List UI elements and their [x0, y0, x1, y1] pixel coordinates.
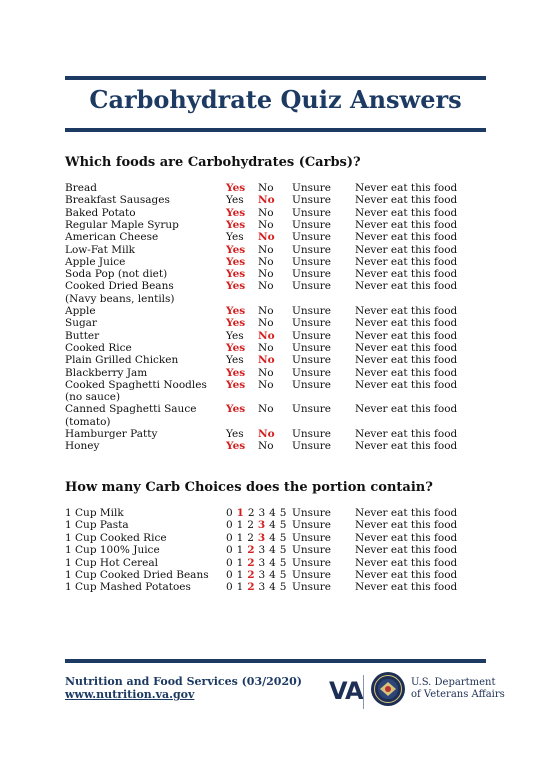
carb-choice-number: 3: [258, 544, 266, 557]
never-eat-option: Never eat this food: [355, 268, 458, 281]
never-eat-option: Never eat this food: [355, 440, 458, 453]
footer-credit: Nutrition and Food Services (03/2020): [65, 675, 302, 688]
carb-choice-number: 2: [247, 531, 255, 544]
food-name: Honey: [65, 440, 100, 453]
carb-choice-number: 0: [226, 507, 233, 519]
food-name: Plain Grilled Chicken: [65, 354, 179, 367]
carb-choice-number: 0: [226, 556, 233, 569]
food-name: Blackberry Jam: [65, 366, 148, 379]
food-row: [65, 207, 486, 219]
carb-choice-number: 3: [258, 569, 266, 581]
unsure-option: Unsure: [292, 581, 331, 594]
food-continuation-row: [65, 416, 486, 428]
carb-choice-number: 4: [269, 544, 277, 557]
unsure-option: Unsure: [292, 243, 331, 256]
food-name: Breakfast Sausages: [65, 194, 170, 207]
food-name: Butter: [65, 329, 100, 342]
unsure-option: Unsure: [292, 206, 331, 219]
yes-option: Yes: [226, 354, 244, 367]
food-name: Hamburger Patty: [65, 428, 158, 440]
yes-option: Yes: [226, 182, 246, 194]
unsure-option: Unsure: [292, 440, 331, 453]
portion-row: [65, 544, 486, 556]
unsure-option: Unsure: [292, 519, 331, 532]
yes-option: Yes: [226, 329, 244, 342]
unsure-option: Unsure: [292, 531, 331, 544]
carb-choice-number: 0: [226, 581, 233, 594]
portion-row: [65, 507, 486, 519]
carb-choice-options: [226, 581, 287, 593]
yes-option: Yes: [226, 194, 244, 207]
never-eat-option: Never eat this food: [355, 280, 458, 293]
yes-option: Yes: [226, 218, 246, 231]
no-option: No: [258, 206, 274, 219]
carb-choice-number: 0: [226, 519, 233, 532]
unsure-option: Unsure: [292, 378, 331, 391]
portion-row: [65, 532, 486, 544]
yes-option: Yes: [226, 231, 244, 244]
portion-name: 1 Cup 100% Juice: [65, 544, 160, 557]
carb-choice-number: 1: [236, 507, 245, 519]
yes-option: Yes: [226, 428, 244, 440]
never-eat-option: Never eat this food: [355, 305, 458, 317]
carb-choice-options: [226, 569, 287, 581]
page-title: Carbohydrate Quiz Answers: [89, 85, 462, 114]
food-row: [65, 305, 486, 317]
never-eat-option: Never eat this food: [355, 182, 458, 194]
carb-choice-number: 4: [269, 569, 277, 581]
food-row: [65, 403, 486, 415]
never-eat-option: Never eat this food: [355, 206, 458, 219]
no-option: No: [258, 341, 274, 354]
unsure-option: Unsure: [292, 182, 331, 194]
portion-name: 1 Cup Cooked Dried Beans: [65, 569, 209, 581]
food-name: Apple Juice: [65, 255, 126, 268]
yes-option: Yes: [226, 305, 246, 317]
portion-name: 1 Cup Hot Cereal: [65, 556, 159, 569]
dept-line-1: U.S. Department: [411, 677, 496, 688]
food-row: [65, 317, 486, 329]
yes-option: Yes: [226, 403, 246, 416]
carb-choice-number: 0: [226, 569, 233, 581]
food-name: Cooked Dried Beans: [65, 280, 174, 293]
never-eat-option: Never eat this food: [355, 231, 458, 244]
footer-website-link[interactable]: www.nutrition.va.gov: [65, 688, 195, 701]
food-row: [65, 268, 486, 280]
never-eat-option: Never eat this food: [355, 317, 458, 330]
never-eat-option: Never eat this food: [355, 255, 458, 268]
no-option: No: [258, 243, 274, 256]
unsure-option: Unsure: [292, 544, 331, 557]
food-row: [65, 244, 486, 256]
never-eat-option: Never eat this food: [355, 218, 458, 231]
carb-choice-options: [226, 544, 287, 556]
food-row: [65, 428, 486, 440]
va-logo: VA: [329, 677, 363, 705]
unsure-option: Unsure: [292, 403, 331, 416]
carb-choice-options: [226, 532, 287, 544]
section1-heading: Which foods are Carbohydrates (Carbs)?: [65, 155, 361, 170]
unsure-option: Unsure: [292, 268, 331, 281]
food-continuation-row: [65, 293, 486, 305]
unsure-option: Unsure: [292, 317, 331, 330]
never-eat-option: Never eat this food: [355, 354, 458, 367]
food-row: [65, 182, 486, 194]
section2-heading: How many Carb Choices does the portion contain?: [65, 480, 433, 495]
food-name: Sugar: [65, 317, 97, 330]
carb-choice-number: 4: [269, 531, 277, 544]
food-row: [65, 354, 486, 366]
no-option: No: [258, 428, 275, 440]
portion-name: 1 Cup Mashed Potatoes: [65, 581, 191, 594]
no-option: No: [258, 305, 274, 317]
food-row: [65, 342, 486, 354]
never-eat-option: Never eat this food: [355, 531, 458, 544]
portion-name: 1 Cup Pasta: [65, 519, 129, 532]
never-eat-option: Never eat this food: [355, 519, 458, 532]
carb-choice-number: 3: [258, 556, 266, 569]
unsure-option: Unsure: [292, 341, 331, 354]
unsure-option: Unsure: [292, 556, 331, 569]
carb-choice-number: 2: [247, 507, 255, 519]
carb-choice-number: 2: [247, 519, 255, 532]
food-row: [65, 367, 486, 379]
portion-row: [65, 569, 486, 581]
yes-option: Yes: [226, 280, 246, 293]
food-name: Cooked Rice: [65, 341, 132, 354]
carb-choice-number: 1: [236, 544, 244, 557]
carb-choice-number: 4: [269, 507, 277, 519]
no-option: No: [258, 329, 275, 342]
food-row: [65, 219, 486, 231]
food-name: (Navy beans, lentils): [65, 292, 175, 305]
never-eat-option: Never eat this food: [355, 194, 458, 207]
carb-choice-number: 5: [279, 531, 287, 544]
unsure-option: Unsure: [292, 354, 331, 367]
food-row: [65, 280, 486, 292]
unsure-option: Unsure: [292, 428, 331, 440]
unsure-option: Unsure: [292, 366, 331, 379]
logo-divider: [363, 675, 364, 709]
no-option: No: [258, 354, 275, 367]
unsure-option: Unsure: [292, 231, 331, 244]
portion-row: [65, 557, 486, 569]
title-bottom-rule: [65, 128, 486, 132]
carb-choice-options: [226, 557, 287, 569]
carb-choice-number: 5: [279, 581, 287, 594]
yes-option: Yes: [226, 255, 246, 268]
dept-line-2: of Veterans Affairs: [411, 689, 505, 700]
yes-option: Yes: [226, 378, 246, 391]
food-name: Canned Spaghetti Sauce: [65, 403, 197, 416]
food-row: [65, 256, 486, 268]
never-eat-option: Never eat this food: [355, 341, 458, 354]
never-eat-option: Never eat this food: [355, 544, 458, 557]
never-eat-option: Never eat this food: [355, 581, 458, 594]
yes-option: Yes: [226, 268, 246, 281]
no-option: No: [258, 317, 274, 330]
yes-option: Yes: [226, 440, 246, 453]
food-name: American Cheese: [65, 231, 159, 244]
no-option: No: [258, 218, 274, 231]
unsure-option: Unsure: [292, 194, 331, 207]
food-name: Low-Fat Milk: [65, 243, 136, 256]
yes-option: Yes: [226, 243, 246, 256]
carb-choice-number: 3: [257, 519, 266, 532]
title-top-rule: [65, 76, 486, 80]
unsure-option: Unsure: [292, 218, 331, 231]
no-option: No: [258, 403, 274, 416]
never-eat-option: Never eat this food: [355, 378, 458, 391]
no-option: No: [258, 440, 274, 453]
food-name: Regular Maple Syrup: [65, 218, 179, 231]
no-option: No: [258, 255, 274, 268]
carb-choice-number: 1: [236, 556, 244, 569]
food-row: [65, 330, 486, 342]
never-eat-option: Never eat this food: [355, 403, 458, 416]
no-option: No: [258, 366, 274, 379]
carb-choice-number: 0: [226, 531, 233, 544]
carb-choice-number: 5: [279, 544, 287, 557]
never-eat-option: Never eat this food: [355, 366, 458, 379]
carb-choice-number: 1: [236, 581, 244, 594]
no-option: No: [258, 231, 275, 244]
yes-option: Yes: [226, 341, 246, 354]
portion-name: 1 Cup Milk: [65, 507, 124, 519]
food-name: (no sauce): [65, 391, 121, 404]
carb-choice-number: 3: [257, 531, 266, 544]
carb-choice-number: 5: [279, 519, 287, 532]
unsure-option: Unsure: [292, 305, 331, 317]
never-eat-option: Never eat this food: [355, 556, 458, 569]
carb-choice-number: 1: [236, 569, 244, 581]
carb-choice-number: 2: [247, 581, 255, 594]
no-option: No: [258, 268, 274, 281]
no-option: No: [258, 378, 274, 391]
carb-choice-number: 3: [258, 507, 266, 519]
carb-choice-number: 4: [269, 519, 277, 532]
no-option: No: [258, 280, 274, 293]
food-name: Cooked Spaghetti Noodles: [65, 378, 207, 391]
yes-option: Yes: [226, 206, 246, 219]
food-row: [65, 379, 486, 391]
carb-choice-number: 2: [247, 569, 255, 581]
no-option: No: [258, 182, 274, 194]
food-row: [65, 194, 486, 206]
footer-rule: [65, 659, 486, 663]
carb-choice-number: 0: [226, 544, 233, 557]
unsure-option: Unsure: [292, 507, 331, 519]
food-row: [65, 440, 486, 452]
food-name: Soda Pop (not diet): [65, 268, 168, 281]
food-continuation-row: [65, 391, 486, 403]
food-row: [65, 231, 486, 243]
portion-row: [65, 581, 486, 593]
carb-choice-number: 2: [247, 544, 255, 557]
food-name: (tomato): [65, 415, 111, 428]
unsure-option: Unsure: [292, 255, 331, 268]
carb-choice-number: 1: [236, 531, 244, 544]
carb-choice-number: 1: [236, 519, 244, 532]
carb-choice-number: 5: [279, 556, 287, 569]
va-department-name: [411, 677, 505, 701]
never-eat-option: Never eat this food: [355, 243, 458, 256]
carb-choice-number: 2: [247, 556, 255, 569]
carb-choice-options: [226, 519, 287, 531]
never-eat-option: Never eat this food: [355, 569, 458, 581]
food-name: Baked Potato: [65, 206, 136, 219]
unsure-option: Unsure: [292, 329, 331, 342]
food-name: Bread: [65, 182, 97, 194]
food-name: Apple: [65, 305, 96, 317]
never-eat-option: Never eat this food: [355, 428, 458, 440]
carb-choice-options: [226, 507, 287, 519]
carb-choice-number: 5: [279, 569, 287, 581]
carb-choice-number: 3: [258, 581, 266, 594]
never-eat-option: Never eat this food: [355, 507, 458, 519]
no-option: No: [258, 194, 275, 207]
never-eat-option: Never eat this food: [355, 329, 458, 342]
unsure-option: Unsure: [292, 569, 331, 581]
carb-choice-number: 4: [269, 556, 277, 569]
portion-row: [65, 519, 486, 531]
yes-option: Yes: [226, 317, 246, 330]
portion-name: 1 Cup Cooked Rice: [65, 531, 167, 544]
va-seal-icon: [370, 671, 406, 707]
yes-option: Yes: [226, 366, 246, 379]
unsure-option: Unsure: [292, 280, 331, 293]
carb-choice-number: 4: [269, 581, 277, 594]
carb-choice-number: 5: [279, 507, 287, 519]
